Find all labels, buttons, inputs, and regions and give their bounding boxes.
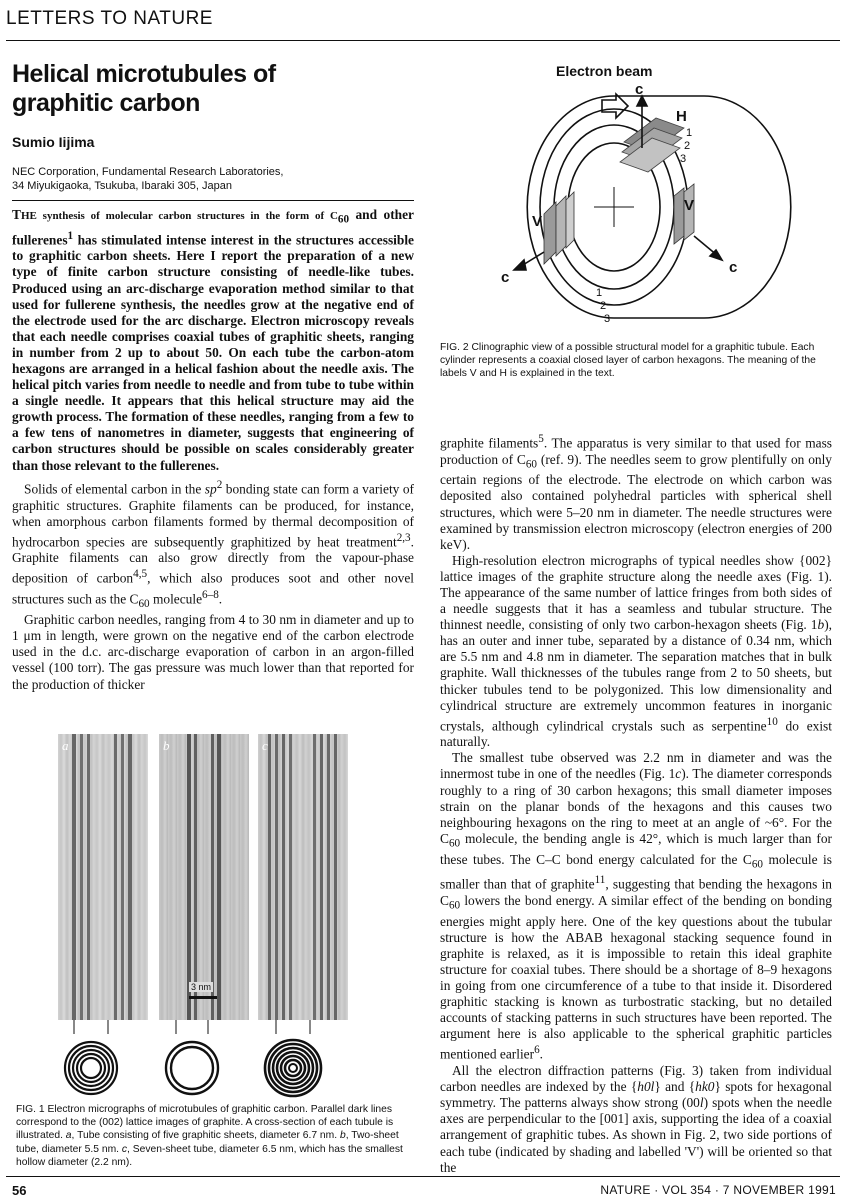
abstract-text-3: has stimulated intense interest in the structures accessible to graphitic carbon sheets. Here I report the preparation of a new type of finite carbon structure consisting of needle-like tubes. Produced using an arc-discharge evaporation method similar to that used for fullerene synthesis, the needles grow at the negative end of the electrode used for the arc discharge. Electron microscopy reveals that each needle comprises coaxial tubes of graphitic sheets, ranging in number from 2 up to about 50. On each tube the carbon-atom hexagons are arranged in a helical fashion about the needle axis. The helical pitch varies from needle to needle and from tube to tube within a single needle. It appears that this helical structure may aid the growth process. The formation of these needles, ranging from a few to a few tens of nanometres in diameter, suggests that engineering of carbon structures should be possible on scales considerably greater than those relevant to the fullerenes. xyxy=(12,232,414,473)
lattice-fringe xyxy=(334,734,337,1020)
title-line-2: graphitic carbon xyxy=(12,89,200,117)
text-span: Solids of elemental carbon in the xyxy=(24,481,205,497)
abstract xyxy=(12,207,414,474)
fig2-layer-bot-1: 1 xyxy=(596,287,603,299)
left-body xyxy=(12,477,414,693)
text-span: . xyxy=(539,1046,543,1062)
abstract-sup: 1 xyxy=(67,229,74,242)
lattice-fringe xyxy=(282,734,285,1020)
fig2-layer-bot-3: 3 xyxy=(604,313,611,325)
lattice-fringe xyxy=(194,734,197,1020)
text-sup: 2 xyxy=(216,479,223,491)
lattice-fringe xyxy=(320,734,323,1020)
right-paragraph-4 xyxy=(440,1063,832,1176)
connector-lines xyxy=(74,1020,310,1034)
fig1-cross-sections xyxy=(30,1020,370,1100)
text-span: bonding state can form a variety of graphitic structures. Graphite filaments can be produced, for instance, when amorphous carbon filaments formed by thermal decomposition of hydrocarbon species are subsequently graphitized by heat treatment xyxy=(12,481,414,550)
v-plates-right xyxy=(674,184,694,244)
left-paragraph-1 xyxy=(12,477,414,612)
fig1-label-c: c xyxy=(262,738,268,753)
fig1-panel-a xyxy=(58,734,148,1020)
text-sup: 6–8 xyxy=(202,588,219,601)
caption-span: FIG. 1 Electron micrographs of microtubules of graphitic carbon. Parallel dark lines correspond to the (002) lattice images of graphite. A cross-section of each tubule is illustrated. xyxy=(16,1104,394,1142)
lattice-fringe xyxy=(211,734,214,1020)
text-span: molecule is smaller than that of graphite xyxy=(440,851,832,892)
text-span: do exist naturally. xyxy=(440,718,832,750)
fig2-c-right: c xyxy=(729,259,738,276)
fig1-label-a: a xyxy=(62,738,69,753)
fig2-layer-top-2: 2 xyxy=(684,140,691,152)
cross-section-a xyxy=(65,1042,117,1094)
text-span: . The apparatus is very similar to that used for mass production of C xyxy=(440,435,832,467)
fig1-scale-bar xyxy=(189,996,217,999)
text-span: The smallest tube observed was 2.2 nm in diameter and was the innermost tube in one of the needles (Fig. 1 xyxy=(440,750,832,782)
text-sub: 60 xyxy=(525,458,537,471)
text-sup: 6 xyxy=(534,1044,540,1057)
title-line-1: Helical microtubules of xyxy=(12,60,276,88)
fig2-c-top: c xyxy=(635,81,644,98)
text-span: All the electron diffraction patterns (Fig. 3) taken from individual carbon needles are indexed by the { xyxy=(440,1063,832,1095)
caption-span: , Tube consisting of five graphitic sheets, diameter 6.7 nm. xyxy=(71,1130,340,1142)
right-paragraph-3 xyxy=(440,750,832,1063)
author-name: Sumio Iijima xyxy=(12,134,95,150)
text-span: (ref. 9). The needles seem to grow plentifully on only certain regions of the electrode. The electrode on which carbon was deposited also contained polyhedral particles with spherical shell structures, which were 5–20 nm in diameter. The needle structures were examined by transmission electron microscopy (electron energies of 200 keV). xyxy=(440,451,833,552)
fig2-layer-top-1: 1 xyxy=(686,127,693,139)
text-sup: 11 xyxy=(594,874,606,887)
h-plates xyxy=(620,118,687,172)
text-span: } spots for hexagonal symmetry. The patterns always show strong (00 xyxy=(440,1079,832,1111)
fig1-panel-b xyxy=(159,734,249,1020)
text-span: molecule xyxy=(149,591,203,607)
caption-span: , Two-sheet tube, diameter 5.5 nm. xyxy=(16,1130,399,1155)
text-italic: l xyxy=(699,1095,704,1111)
right-body xyxy=(440,431,832,1176)
journal-info: NATURE · VOL 354 · 7 NOVEMBER 1991 xyxy=(600,1183,836,1197)
drop-letter: T xyxy=(12,207,21,222)
lattice-fringe xyxy=(187,734,191,1020)
text-sup: 2,3 xyxy=(396,531,411,544)
lattice-fringe xyxy=(268,734,271,1020)
affiliation-rule xyxy=(12,200,414,201)
text-sub: 60 xyxy=(138,598,150,611)
fig2-caption: FIG. 2 Clinographic view of a possible structural model for a graphitic tubule. Each cylinder represents a coaxial closed layer of carbon hexagons. The meaning of the labels V and H is explained in the text. xyxy=(440,342,816,380)
text-span: molecule, the bending angle is 42°, which is much larger than for these tubes. The C–C bond energy calculated for the C xyxy=(440,830,832,867)
text-span: ), has an outer and inner tube, separated by a distance of 0.34 nm, which are 5.5 nm and 4.8 nm in diameter. The separation matches that in bulk graphite. Wall thicknesses of the tubules range from 2 to 50 sheets, but thicker tubules tend to be polygonized. This low dimensionality and cylindrical structure are extremely uncommon features in inorganic crystals, although cylindrical crystals such as serpentine xyxy=(440,617,832,734)
page-number: 56 xyxy=(12,1183,27,1198)
article-title xyxy=(12,60,412,118)
text-span: } and { xyxy=(654,1079,696,1095)
caption-italic: b xyxy=(339,1130,346,1142)
lattice-fringe xyxy=(327,734,330,1020)
text-sub: 60 xyxy=(448,899,461,912)
lattice-fringe xyxy=(87,734,90,1020)
left-paragraph-2: Graphitic carbon needles, ranging from 4 to 30 nm in diameter and up to 1 μm in length, were grown on the negative end of the carbon electrode used in the d.c. arc-discharge evaporation of carbon in an argon-filled vessel (100 torr). The gas pressure was much lower than that reported for the production of thicker xyxy=(12,612,414,692)
abstract-paragraph xyxy=(12,207,414,474)
fig1-label-b: b xyxy=(163,738,170,753)
fig1-caption xyxy=(16,1103,412,1169)
text-italic: h0l xyxy=(637,1079,655,1095)
text-italic: c xyxy=(675,766,682,782)
lattice-fringe xyxy=(128,734,132,1020)
text-span: ) spots when the needle axes are perpendicular to the [001] axis, supporting the idea of a coaxial arrangement of graphitic tubes. As shown in Fig. 2, two side portions of each tube (indicated by shading and labelled 'V') will be oriented so that the xyxy=(440,1095,832,1175)
text-span: . Graphite filaments can also grow directly from the vapour-phase deposition of carbon xyxy=(12,534,414,586)
text-italic: b xyxy=(817,617,825,633)
text-sub: 60 xyxy=(751,858,763,871)
right-paragraph-2 xyxy=(440,553,832,751)
abstract-sub: 60 xyxy=(337,213,350,226)
text-span: , which also produces soot and other novel structures such as the C xyxy=(12,570,414,607)
text-span: , suggesting that bending the hexagons in C xyxy=(440,876,832,908)
right-paragraph-1 xyxy=(440,431,832,553)
affiliation-line-1: NEC Corporation, Fundamental Research Laboratories, xyxy=(12,166,284,178)
lattice-fringe xyxy=(289,734,292,1020)
fig2-layer-bot-2: 2 xyxy=(600,300,607,312)
cross-section-b xyxy=(166,1042,218,1094)
fig1-panel-c xyxy=(258,734,348,1020)
lattice-fringe xyxy=(72,734,76,1020)
text-span: graphite filaments xyxy=(440,435,539,451)
v-plates-left xyxy=(544,192,574,264)
footer-rule xyxy=(6,1176,840,1177)
lattice-fringe xyxy=(80,734,83,1020)
fig2-label-v-left: V xyxy=(532,213,543,230)
lattice-fringe xyxy=(313,734,316,1020)
affiliation-line-2: 34 Miyukigaoka, Tsukuba, Ibaraki 305, Japan xyxy=(12,180,232,192)
text-span: ). The diameter corresponds roughly to a ring of 30 carbon hexagons; this small diameter imposes strain on the planar bonds of the hexagons and this causes two neighbouring hexagons on the ring to meet at an angle of ~6°. For the C xyxy=(440,766,832,846)
text-span: . xyxy=(218,591,223,607)
abstract-smallcaps: HE synthesis of molecular carbon structures in the form of C xyxy=(20,210,338,222)
lattice-fringe xyxy=(121,734,124,1020)
fig2-layer-top-3: 3 xyxy=(680,153,687,165)
fig2-label-v-right: V xyxy=(684,197,695,214)
lattice-fringe xyxy=(275,734,278,1020)
cross-section-c xyxy=(265,1040,321,1096)
text-sup: 4,5 xyxy=(133,568,148,581)
fig2-beam-label: Electron beam xyxy=(556,63,653,79)
caption-span: , Seven-sheet tube, diameter 6.5 nm, which has the smallest hollow diameter (2.2 nm). xyxy=(16,1143,403,1168)
text-sup: 10 xyxy=(766,715,778,728)
lattice-fringe xyxy=(114,734,117,1020)
affiliation xyxy=(12,165,412,193)
fig2-label-h: H xyxy=(676,108,687,125)
beam-arrow-icon xyxy=(602,94,628,118)
text-span: lowers the bond energy. A similar effect of the bending on bonding energies might apply here. One of the key questions about the tubular structure is how the ABAB hexagonal stacking sequence found in graphite is relaxed, as it is impossible to retain this ideal graphite structure for coaxial tubes. There should be a shortage of 8–9 hexagons in going from one circumference of a tube to that inside it. Disordered graphitic stacking is known as turbostratic stacking, but no detailed accounts of stacking patterns in such structures have been reported. The argument here is also applicable to the spherical graphitic particles mentioned earlier xyxy=(440,892,832,1062)
caption-italic: a xyxy=(65,1130,72,1142)
caption-italic: c xyxy=(121,1143,128,1155)
text-sub: 60 xyxy=(448,837,461,850)
fig2-c-left: c xyxy=(501,269,510,286)
fig2-diagram xyxy=(446,56,836,340)
text-sup: 5 xyxy=(538,433,544,445)
text-italic: hk0 xyxy=(695,1079,715,1095)
fig1-scale-label: 3 nm xyxy=(191,982,212,992)
abstract-text-2: and other fullerenes xyxy=(12,207,414,248)
section-label: LETTERS TO NATURE xyxy=(6,8,213,29)
header-rule xyxy=(6,40,840,41)
text-span: sp xyxy=(204,481,217,497)
lattice-fringe xyxy=(217,734,221,1020)
text-span: High-resolution electron micrographs of typical needles show {002} lattice images of the graphite structure along the needle axes (Fig. 1). The appearance of the same number of lattice fringes from both sides of a needle suggests that it has a seamless and tubular structure. The thinnest needle, consisting of only two carbon-hexagon sheets (Fig. 1 xyxy=(440,552,832,633)
